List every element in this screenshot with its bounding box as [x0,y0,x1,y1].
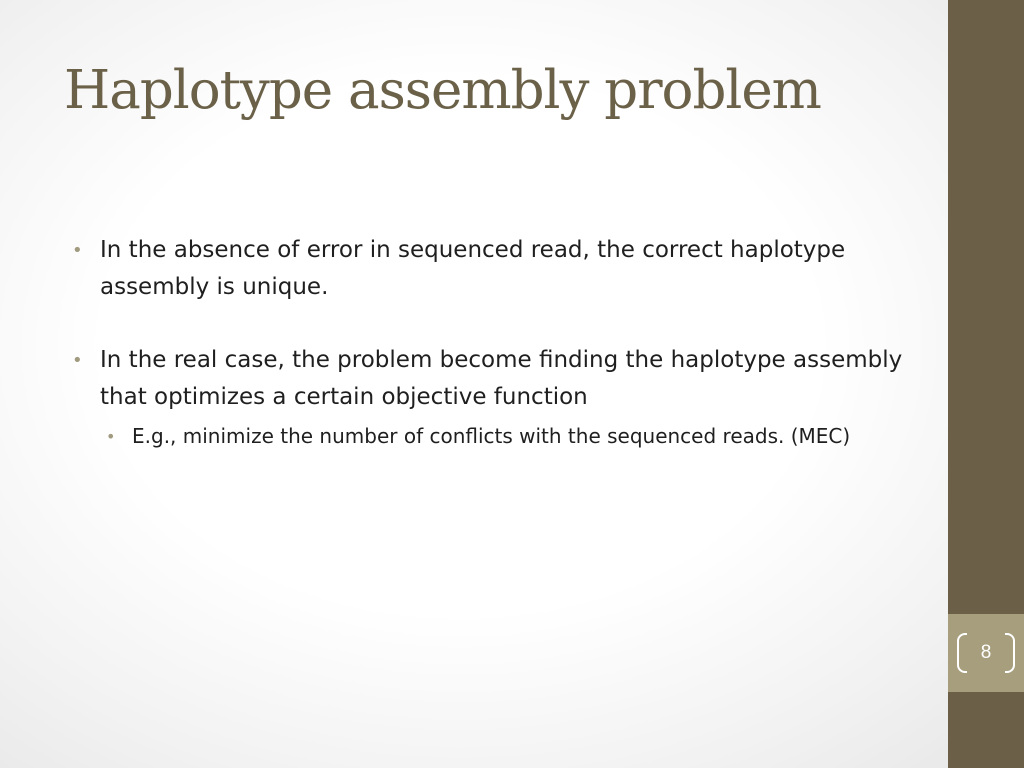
bullet-text: In the real case, the problem become finding the haplotype assembly that optimizes a certain objective function [100,347,903,410]
slide-title: Haplotype assembly problem [64,60,821,121]
bullet-item [72,232,912,306]
page-number-badge [948,614,1024,692]
bullet-dot-icon: • [72,350,83,371]
sub-bullet-item [106,420,912,453]
sub-bullet-text: E.g., minimize the number of conflicts with the sequenced reads. (MEC) [132,424,851,448]
bullet-text: In the absence of error in sequenced read, the correct haplotype assembly is unique. [100,237,846,300]
bullet-item [72,342,912,416]
page-number: 8 [980,642,992,663]
bullet-dot-icon: • [72,240,83,261]
sub-bullet-dot-icon: • [106,427,116,446]
slide-content [72,232,912,453]
